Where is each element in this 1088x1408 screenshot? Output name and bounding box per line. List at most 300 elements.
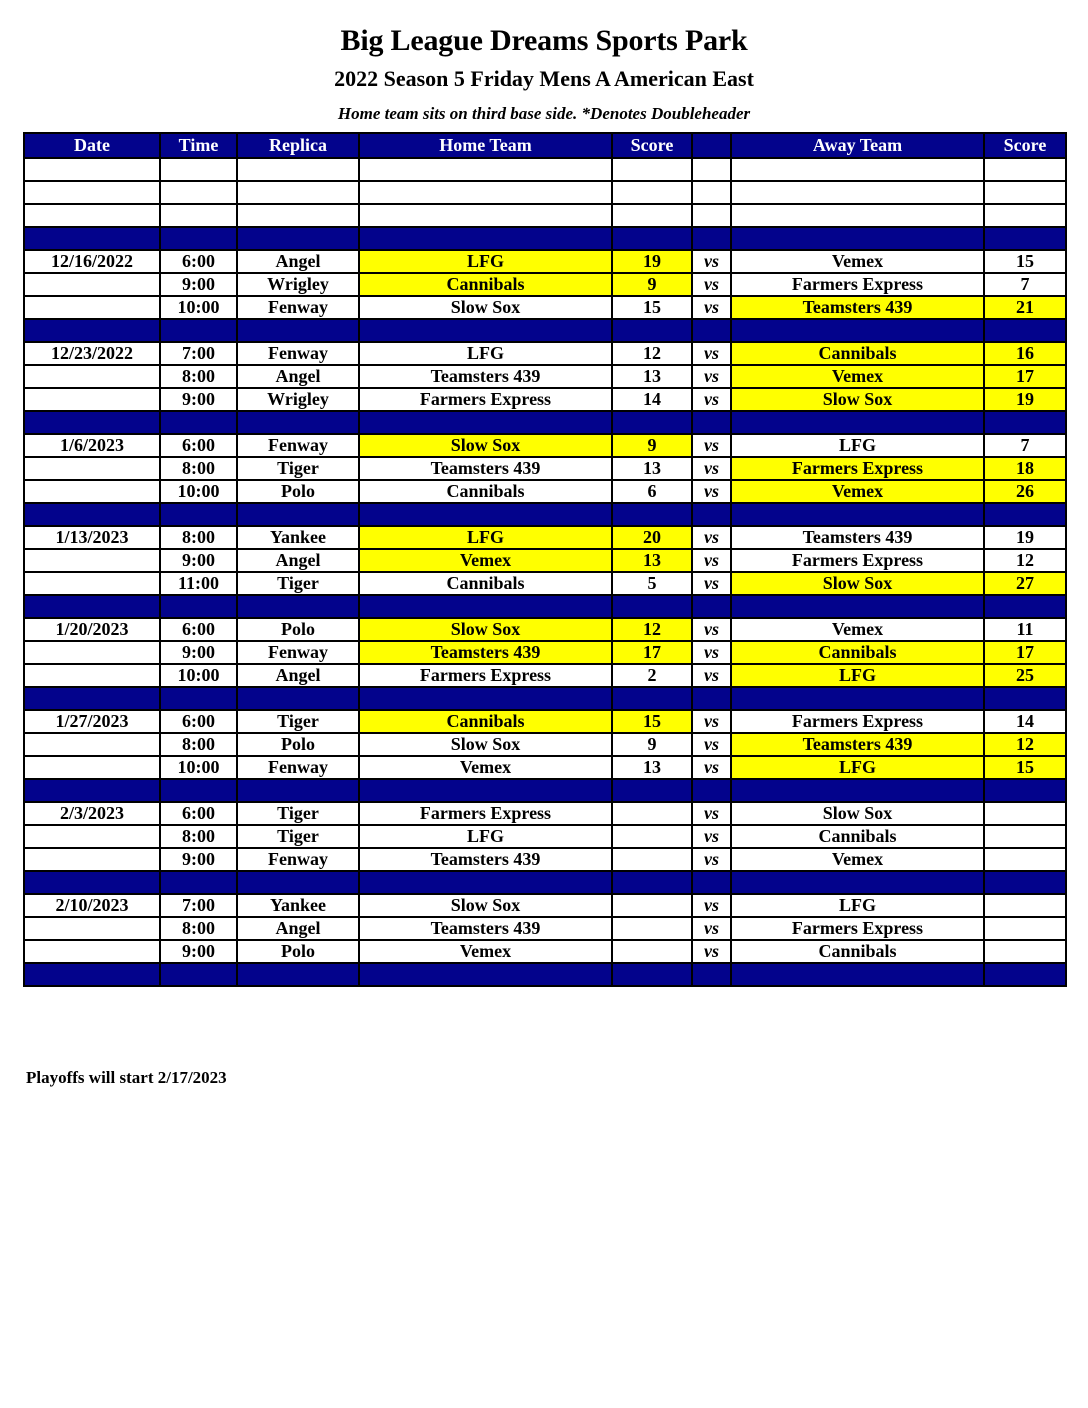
home-team-cell xyxy=(359,687,612,710)
playoffs-note: Playoffs will start 2/17/2023 xyxy=(26,1068,227,1087)
vs-cell: vs xyxy=(692,457,731,480)
vs-cell xyxy=(692,158,731,181)
away-score-cell xyxy=(984,181,1066,204)
game-row xyxy=(24,572,1066,595)
vs-cell: vs xyxy=(692,296,731,319)
home-team-cell: LFG xyxy=(359,342,612,365)
replica-cell: Tiger xyxy=(237,825,359,848)
date-cell: 12/16/2022 xyxy=(24,250,160,273)
away-score-cell: 18 xyxy=(984,457,1066,480)
replica-cell: Tiger xyxy=(237,802,359,825)
time-cell: 7:00 xyxy=(160,894,237,917)
time-cell: 6:00 xyxy=(160,250,237,273)
away-score-cell: 17 xyxy=(984,641,1066,664)
vs-cell: vs xyxy=(692,756,731,779)
date-cell xyxy=(24,319,160,342)
away-score-cell xyxy=(984,940,1066,963)
empty-row xyxy=(24,158,1066,181)
home-score-cell: 15 xyxy=(612,296,692,319)
away-score-cell xyxy=(984,802,1066,825)
time-cell: 8:00 xyxy=(160,825,237,848)
home-team-cell: Teamsters 439 xyxy=(359,641,612,664)
time-cell: 11:00 xyxy=(160,572,237,595)
away-team-cell xyxy=(731,503,984,526)
home-team-cell: Cannibals xyxy=(359,710,612,733)
date-cell xyxy=(24,917,160,940)
date-cell: 1/13/2023 xyxy=(24,526,160,549)
game-row xyxy=(24,457,1066,480)
vs-cell: vs xyxy=(692,664,731,687)
home-score-cell: 6 xyxy=(612,480,692,503)
game-row xyxy=(24,618,1066,641)
away-score-cell xyxy=(984,227,1066,250)
replica-cell: Angel xyxy=(237,917,359,940)
replica-cell xyxy=(237,204,359,227)
home-team-cell xyxy=(359,319,612,342)
date-cell xyxy=(24,779,160,802)
col-header-home-score: Score xyxy=(612,133,692,158)
time-cell xyxy=(160,687,237,710)
away-score-cell xyxy=(984,848,1066,871)
date-cell xyxy=(24,503,160,526)
home-score-cell: 5 xyxy=(612,572,692,595)
away-team-cell: LFG xyxy=(731,434,984,457)
away-team-cell: Vemex xyxy=(731,848,984,871)
replica-cell xyxy=(237,158,359,181)
home-score-cell: 9 xyxy=(612,273,692,296)
col-header-away-score: Score xyxy=(984,133,1066,158)
home-team-cell: Slow Sox xyxy=(359,894,612,917)
vs-cell xyxy=(692,595,731,618)
vs-cell: vs xyxy=(692,572,731,595)
game-row xyxy=(24,710,1066,733)
home-team-cell: Slow Sox xyxy=(359,434,612,457)
time-cell xyxy=(160,779,237,802)
date-cell xyxy=(24,388,160,411)
vs-cell xyxy=(692,181,731,204)
replica-cell: Fenway xyxy=(237,296,359,319)
vs-cell xyxy=(692,779,731,802)
vs-cell: vs xyxy=(692,273,731,296)
home-team-cell: Vemex xyxy=(359,549,612,572)
game-row xyxy=(24,756,1066,779)
vs-cell xyxy=(692,963,731,986)
away-score-cell xyxy=(984,503,1066,526)
date-cell xyxy=(24,733,160,756)
game-row xyxy=(24,273,1066,296)
time-cell: 8:00 xyxy=(160,917,237,940)
replica-cell: Tiger xyxy=(237,710,359,733)
time-cell xyxy=(160,227,237,250)
spacer-row xyxy=(24,503,1066,526)
home-score-cell: 12 xyxy=(612,342,692,365)
home-team-cell: Teamsters 439 xyxy=(359,457,612,480)
spacer-row xyxy=(24,779,1066,802)
home-score-cell xyxy=(612,503,692,526)
game-row xyxy=(24,388,1066,411)
vs-cell xyxy=(692,503,731,526)
spacer-row xyxy=(24,227,1066,250)
date-cell xyxy=(24,480,160,503)
time-cell: 6:00 xyxy=(160,802,237,825)
vs-cell xyxy=(692,411,731,434)
home-team-cell: Slow Sox xyxy=(359,296,612,319)
home-score-cell: 13 xyxy=(612,457,692,480)
date-cell: 2/10/2023 xyxy=(24,894,160,917)
time-cell: 8:00 xyxy=(160,526,237,549)
replica-cell: Fenway xyxy=(237,434,359,457)
away-score-cell: 7 xyxy=(984,273,1066,296)
away-score-cell xyxy=(984,595,1066,618)
page-note: Home team sits on third base side. *Denotes Doubleheader xyxy=(337,104,751,123)
header-row xyxy=(24,133,1066,158)
time-cell: 8:00 xyxy=(160,365,237,388)
replica-cell: Wrigley xyxy=(237,388,359,411)
vs-cell xyxy=(692,871,731,894)
away-team-cell: Vemex xyxy=(731,250,984,273)
home-team-cell xyxy=(359,503,612,526)
replica-cell: Fenway xyxy=(237,641,359,664)
replica-cell: Angel xyxy=(237,664,359,687)
game-row xyxy=(24,802,1066,825)
home-score-cell xyxy=(612,871,692,894)
replica-cell: Angel xyxy=(237,365,359,388)
vs-cell: vs xyxy=(692,342,731,365)
date-cell xyxy=(24,158,160,181)
date-cell: 12/23/2022 xyxy=(24,342,160,365)
home-team-cell xyxy=(359,181,612,204)
time-cell: 9:00 xyxy=(160,641,237,664)
date-cell xyxy=(24,181,160,204)
home-team-cell: Cannibals xyxy=(359,572,612,595)
replica-cell: Yankee xyxy=(237,894,359,917)
date-cell xyxy=(24,848,160,871)
replica-cell xyxy=(237,319,359,342)
away-score-cell: 21 xyxy=(984,296,1066,319)
date-cell xyxy=(24,940,160,963)
replica-cell: Fenway xyxy=(237,756,359,779)
replica-cell: Angel xyxy=(237,250,359,273)
away-score-cell xyxy=(984,779,1066,802)
vs-cell: vs xyxy=(692,526,731,549)
home-score-cell: 17 xyxy=(612,641,692,664)
away-team-cell: LFG xyxy=(731,664,984,687)
game-row xyxy=(24,641,1066,664)
home-team-cell xyxy=(359,204,612,227)
time-cell xyxy=(160,204,237,227)
home-score-cell xyxy=(612,825,692,848)
away-score-cell: 12 xyxy=(984,733,1066,756)
home-score-cell: 13 xyxy=(612,756,692,779)
away-team-cell xyxy=(731,158,984,181)
time-cell xyxy=(160,181,237,204)
away-team-cell: Farmers Express xyxy=(731,457,984,480)
vs-cell: vs xyxy=(692,388,731,411)
date-cell xyxy=(24,365,160,388)
game-row xyxy=(24,365,1066,388)
time-cell xyxy=(160,871,237,894)
replica-cell: Fenway xyxy=(237,342,359,365)
away-team-cell xyxy=(731,871,984,894)
replica-cell: Polo xyxy=(237,618,359,641)
away-score-cell: 14 xyxy=(984,710,1066,733)
away-team-cell: Teamsters 439 xyxy=(731,733,984,756)
game-row xyxy=(24,526,1066,549)
game-row xyxy=(24,940,1066,963)
vs-cell: vs xyxy=(692,917,731,940)
home-team-cell: Cannibals xyxy=(359,480,612,503)
away-score-cell: 19 xyxy=(984,526,1066,549)
vs-cell xyxy=(692,204,731,227)
vs-cell: vs xyxy=(692,641,731,664)
away-team-cell xyxy=(731,411,984,434)
replica-cell xyxy=(237,595,359,618)
home-team-cell: LFG xyxy=(359,825,612,848)
replica-cell: Polo xyxy=(237,733,359,756)
date-cell xyxy=(24,457,160,480)
home-team-cell: Farmers Express xyxy=(359,664,612,687)
away-team-cell: Vemex xyxy=(731,480,984,503)
away-team-cell: Cannibals xyxy=(731,641,984,664)
home-score-cell xyxy=(612,411,692,434)
away-team-cell: Farmers Express xyxy=(731,273,984,296)
date-cell xyxy=(24,756,160,779)
replica-cell xyxy=(237,687,359,710)
away-score-cell: 25 xyxy=(984,664,1066,687)
replica-cell: Polo xyxy=(237,940,359,963)
replica-cell: Angel xyxy=(237,549,359,572)
away-team-cell: Slow Sox xyxy=(731,572,984,595)
empty-row xyxy=(24,181,1066,204)
home-score-cell xyxy=(612,158,692,181)
page-title: Big League Dreams Sports Park xyxy=(340,24,748,57)
home-team-cell: Slow Sox xyxy=(359,618,612,641)
time-cell: 6:00 xyxy=(160,434,237,457)
schedule-body xyxy=(24,158,1066,986)
time-cell: 6:00 xyxy=(160,618,237,641)
game-row xyxy=(24,434,1066,457)
col-header-time: Time xyxy=(160,133,237,158)
game-row xyxy=(24,296,1066,319)
away-team-cell: Farmers Express xyxy=(731,917,984,940)
home-score-cell xyxy=(612,227,692,250)
away-score-cell: 7 xyxy=(984,434,1066,457)
replica-cell: Tiger xyxy=(237,457,359,480)
home-score-cell xyxy=(612,595,692,618)
game-row xyxy=(24,664,1066,687)
away-team-cell: Vemex xyxy=(731,365,984,388)
date-cell: 1/20/2023 xyxy=(24,618,160,641)
away-team-cell xyxy=(731,687,984,710)
home-team-cell: Cannibals xyxy=(359,273,612,296)
col-header-away-team: Away Team xyxy=(731,133,984,158)
away-team-cell: Slow Sox xyxy=(731,802,984,825)
home-team-cell: Farmers Express xyxy=(359,802,612,825)
game-row xyxy=(24,250,1066,273)
home-team-cell: Teamsters 439 xyxy=(359,917,612,940)
page-subtitle: 2022 Season 5 Friday Mens A American East xyxy=(334,66,754,91)
away-team-cell: Farmers Express xyxy=(731,549,984,572)
vs-cell: vs xyxy=(692,618,731,641)
time-cell xyxy=(160,503,237,526)
away-score-cell: 16 xyxy=(984,342,1066,365)
home-score-cell xyxy=(612,894,692,917)
away-score-cell xyxy=(984,687,1066,710)
time-cell xyxy=(160,158,237,181)
home-score-cell xyxy=(612,319,692,342)
game-row xyxy=(24,342,1066,365)
away-score-cell: 11 xyxy=(984,618,1066,641)
replica-cell xyxy=(237,779,359,802)
away-team-cell: Cannibals xyxy=(731,940,984,963)
spacer-row xyxy=(24,687,1066,710)
replica-cell: Fenway xyxy=(237,848,359,871)
away-score-cell: 15 xyxy=(984,250,1066,273)
home-score-cell xyxy=(612,802,692,825)
replica-cell: Wrigley xyxy=(237,273,359,296)
col-header-date: Date xyxy=(24,133,160,158)
replica-cell xyxy=(237,963,359,986)
home-team-cell: Teamsters 439 xyxy=(359,848,612,871)
away-team-cell: LFG xyxy=(731,756,984,779)
spacer-row xyxy=(24,595,1066,618)
away-team-cell: Cannibals xyxy=(731,342,984,365)
away-team-cell: Teamsters 439 xyxy=(731,296,984,319)
game-row xyxy=(24,549,1066,572)
away-score-cell xyxy=(984,894,1066,917)
home-score-cell: 14 xyxy=(612,388,692,411)
spacer-row xyxy=(24,963,1066,986)
time-cell xyxy=(160,319,237,342)
game-row xyxy=(24,825,1066,848)
home-team-cell: Slow Sox xyxy=(359,733,612,756)
time-cell: 10:00 xyxy=(160,664,237,687)
vs-cell: vs xyxy=(692,480,731,503)
vs-cell: vs xyxy=(692,250,731,273)
away-team-cell xyxy=(731,319,984,342)
away-score-cell: 19 xyxy=(984,388,1066,411)
date-cell xyxy=(24,595,160,618)
date-cell xyxy=(24,204,160,227)
home-score-cell: 15 xyxy=(612,710,692,733)
away-team-cell xyxy=(731,181,984,204)
home-score-cell: 20 xyxy=(612,526,692,549)
date-cell xyxy=(24,687,160,710)
home-score-cell xyxy=(612,204,692,227)
vs-cell: vs xyxy=(692,549,731,572)
time-cell: 9:00 xyxy=(160,848,237,871)
date-cell xyxy=(24,549,160,572)
date-cell xyxy=(24,227,160,250)
replica-cell: Tiger xyxy=(237,572,359,595)
date-cell: 1/6/2023 xyxy=(24,434,160,457)
away-team-cell: Teamsters 439 xyxy=(731,526,984,549)
away-team-cell: Cannibals xyxy=(731,825,984,848)
home-score-cell xyxy=(612,848,692,871)
spacer-row xyxy=(24,319,1066,342)
home-score-cell: 19 xyxy=(612,250,692,273)
away-score-cell: 12 xyxy=(984,549,1066,572)
away-score-cell xyxy=(984,319,1066,342)
away-team-cell: Vemex xyxy=(731,618,984,641)
home-team-cell: LFG xyxy=(359,526,612,549)
vs-cell xyxy=(692,687,731,710)
date-cell xyxy=(24,641,160,664)
vs-cell: vs xyxy=(692,940,731,963)
game-row xyxy=(24,480,1066,503)
away-team-cell: Slow Sox xyxy=(731,388,984,411)
home-score-cell: 12 xyxy=(612,618,692,641)
time-cell: 9:00 xyxy=(160,388,237,411)
col-header-home-team: Home Team xyxy=(359,133,612,158)
replica-cell: Polo xyxy=(237,480,359,503)
vs-cell: vs xyxy=(692,710,731,733)
away-score-cell xyxy=(984,158,1066,181)
time-cell xyxy=(160,411,237,434)
date-cell xyxy=(24,273,160,296)
away-score-cell xyxy=(984,963,1066,986)
date-cell xyxy=(24,664,160,687)
game-row xyxy=(24,733,1066,756)
replica-cell xyxy=(237,503,359,526)
date-cell xyxy=(24,825,160,848)
date-cell xyxy=(24,296,160,319)
away-score-cell: 15 xyxy=(984,756,1066,779)
date-cell xyxy=(24,572,160,595)
home-team-cell xyxy=(359,411,612,434)
home-team-cell xyxy=(359,779,612,802)
away-team-cell xyxy=(731,963,984,986)
replica-cell: Yankee xyxy=(237,526,359,549)
time-cell: 7:00 xyxy=(160,342,237,365)
game-row xyxy=(24,894,1066,917)
away-team-cell: LFG xyxy=(731,894,984,917)
away-team-cell xyxy=(731,779,984,802)
time-cell: 6:00 xyxy=(160,710,237,733)
vs-cell: vs xyxy=(692,733,731,756)
away-score-cell xyxy=(984,871,1066,894)
home-score-cell: 2 xyxy=(612,664,692,687)
time-cell: 9:00 xyxy=(160,549,237,572)
vs-cell xyxy=(692,319,731,342)
date-cell xyxy=(24,871,160,894)
home-team-cell xyxy=(359,158,612,181)
replica-cell xyxy=(237,411,359,434)
home-team-cell xyxy=(359,227,612,250)
vs-cell: vs xyxy=(692,802,731,825)
home-team-cell: Vemex xyxy=(359,756,612,779)
schedule-table xyxy=(23,132,1067,987)
home-score-cell xyxy=(612,687,692,710)
time-cell: 8:00 xyxy=(160,457,237,480)
time-cell: 9:00 xyxy=(160,273,237,296)
vs-cell: vs xyxy=(692,894,731,917)
spacer-row xyxy=(24,411,1066,434)
time-cell: 9:00 xyxy=(160,940,237,963)
away-team-cell: Farmers Express xyxy=(731,710,984,733)
game-row xyxy=(24,848,1066,871)
col-header-vs xyxy=(692,133,731,158)
away-score-cell xyxy=(984,917,1066,940)
home-score-cell xyxy=(612,940,692,963)
home-score-cell xyxy=(612,963,692,986)
replica-cell xyxy=(237,871,359,894)
spacer-row xyxy=(24,871,1066,894)
home-score-cell: 13 xyxy=(612,549,692,572)
time-cell: 8:00 xyxy=(160,733,237,756)
home-team-cell: Teamsters 439 xyxy=(359,365,612,388)
empty-row xyxy=(24,204,1066,227)
